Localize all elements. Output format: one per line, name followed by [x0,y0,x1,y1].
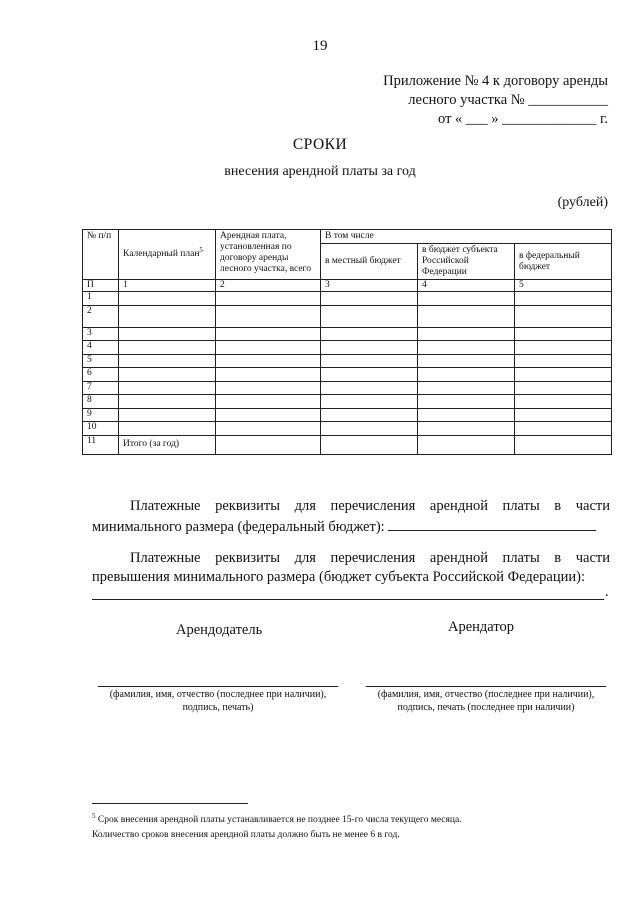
row-federal [515,292,612,306]
header-federal-budget: в федеральный бюджет [515,244,612,280]
row-federal [515,408,612,422]
row-subject [418,341,515,355]
row-federal [515,354,612,368]
footnote-line-1 [92,813,462,828]
row-local [321,327,418,341]
table-row [83,368,612,382]
units-label: (рублей) [557,195,608,210]
payment-subject-fill-line [92,586,604,600]
row-rent [216,381,321,395]
row-local [321,354,418,368]
row-subject [418,422,515,436]
payment-federal-text: Платежные реквизиты для перечисления арендной платы в части минимального размера (федеральный бюджет): [92,498,610,535]
row-rent [216,368,321,382]
appendix-line-1: Приложение № 4 к договору аренды [383,73,608,89]
lessor-caption-line-2: подпись, печать) [182,702,254,713]
row-rent [216,435,321,454]
header-rent-total: Арендная плата, установленная по договору аренды лесного участка, всего [216,230,321,280]
row-local [321,292,418,306]
index-cell: 3 [321,280,418,292]
payment-federal-fill-line [388,516,596,531]
row-federal [515,327,612,341]
row-subject [418,292,515,306]
payment-details-subject [92,549,610,587]
footnote-marker: 5 [92,811,96,820]
row-rent [216,327,321,341]
appendix-header [383,72,608,129]
row-rent [216,395,321,409]
header-calendar-footnote: 5 [199,245,203,254]
row-num: 9 [83,408,119,422]
document-subtitle: внесения арендной платы за год [224,164,416,179]
row-local [321,341,418,355]
row-federal [515,341,612,355]
lessee-caption [360,688,612,714]
row-subject [418,327,515,341]
footnote-rule [92,803,248,804]
row-federal [515,381,612,395]
row-rent [216,408,321,422]
row-subject [418,305,515,327]
table-row [83,327,612,341]
row-calendar [119,292,216,306]
row-num: 10 [83,422,119,436]
row-calendar [119,408,216,422]
payment-schedule-table [82,229,612,455]
index-cell: 4 [418,280,515,292]
row-calendar [119,327,216,341]
header-including: В том числе [321,230,612,244]
row-calendar [119,305,216,327]
row-num: 5 [83,354,119,368]
lessee-signature-line [366,686,606,687]
row-num: 8 [83,395,119,409]
row-local [321,305,418,327]
row-calendar-total: Итого (за год) [119,435,216,454]
header-calendar-label: Календарный план [123,249,200,259]
row-num: 6 [83,368,119,382]
header-calendar [119,230,216,280]
table-row [83,408,612,422]
row-subject [418,395,515,409]
row-local [321,395,418,409]
footnote-text-1: Срок внесения арендной платы устанавливается не позднее 15-го числа текущего месяца. [97,815,462,825]
header-local-budget: в местный бюджет [321,244,418,280]
table-row [83,381,612,395]
row-federal [515,305,612,327]
index-cell: 5 [515,280,612,292]
header-num: № п/п [83,230,119,280]
payment-subject-text: Платежные реквизиты для перечисления арендной платы в части превышения минимального размера (бюджет субъекта Российской Федерации): [92,550,610,585]
row-calendar [119,354,216,368]
row-calendar [119,395,216,409]
footnote-line-2: Количество сроков внесения арендной платы должно быть не менее 6 в год. [92,830,400,840]
table-row [83,341,612,355]
row-federal [515,368,612,382]
lessee-title: Арендатор [448,619,515,635]
table-row [83,292,612,306]
row-calendar [119,368,216,382]
row-calendar [119,381,216,395]
row-num: 7 [83,381,119,395]
index-cell: 2 [216,280,321,292]
row-rent [216,292,321,306]
row-calendar [119,341,216,355]
lessor-caption [92,688,344,714]
table-row [83,354,612,368]
row-num: 3 [83,327,119,341]
payment-subject-end: . [605,584,609,600]
row-num: 11 [83,435,119,454]
row-federal [515,422,612,436]
row-calendar [119,422,216,436]
row-subject [418,435,515,454]
row-subject [418,408,515,422]
lessee-caption-line-2: подпись, печать (последнее при наличии) [397,702,575,713]
lessor-title: Арендодатель [176,622,263,638]
payment-details-federal [92,497,610,537]
header-subject-budget: в бюджет субъекта Российской Федерации [418,244,515,280]
row-subject [418,354,515,368]
row-federal [515,395,612,409]
table-row [83,422,612,436]
appendix-line-2: лесного участка № ___________ [408,92,608,108]
table-row [83,305,612,327]
index-cell: П [83,280,119,292]
footnote [92,813,462,843]
row-num: 4 [83,341,119,355]
row-num: 2 [83,305,119,327]
table-row [83,395,612,409]
table-row-total [83,435,612,454]
row-rent [216,305,321,327]
lessor-caption-line-1: (фамилия, имя, отчество (последнее при наличии), [109,689,327,700]
row-local [321,435,418,454]
table-header-row [83,230,612,244]
page-number: 19 [312,38,328,54]
row-rent [216,341,321,355]
row-rent [216,354,321,368]
row-federal [515,435,612,454]
row-local [321,381,418,395]
row-local [321,368,418,382]
index-cell: 1 [119,280,216,292]
row-num: 1 [83,292,119,306]
row-local [321,408,418,422]
lessor-signature-line [98,686,338,687]
appendix-line-3: от « ___ » _____________ г. [438,111,608,127]
lessee-caption-line-1: (фамилия, имя, отчество (последнее при наличии), [377,689,595,700]
row-rent [216,422,321,436]
row-local [321,422,418,436]
table-index-row [83,280,612,292]
document-title: СРОКИ [292,136,348,153]
row-subject [418,381,515,395]
row-subject [418,368,515,382]
